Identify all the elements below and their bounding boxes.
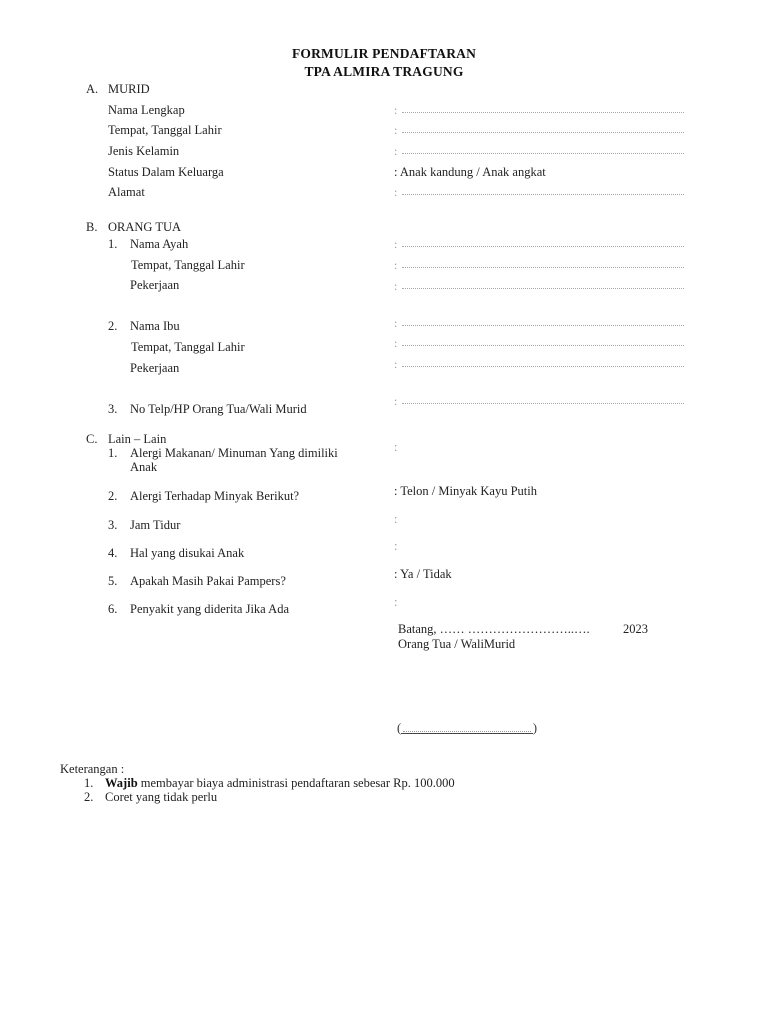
label-alamat: Alamat (108, 185, 145, 199)
note-item-1 (105, 776, 455, 791)
item-number: 2. (108, 489, 118, 503)
note-bold-text: Wajib (105, 776, 138, 790)
form-title: FORMULIR PENDAFTARAN (291, 46, 477, 61)
section-b-heading: ORANG TUA (108, 220, 182, 234)
label-alergi-minyak: Alergi Terhadap Minyak Berikut? (130, 489, 300, 503)
field-nama-ibu[interactable]: : (394, 316, 684, 328)
paren-right: ) (532, 721, 537, 735)
paren-left: ( (397, 721, 402, 735)
field-hal-disukai[interactable]: : (394, 539, 398, 553)
field-ayah-pekerjaan[interactable]: : (394, 279, 684, 291)
field-no-telp[interactable]: : (394, 394, 684, 406)
field-tempat-tanggal-lahir[interactable]: : (394, 123, 684, 135)
item-number: 6. (108, 602, 118, 616)
note-number: 1. (84, 776, 94, 790)
signature-year: 2023 (623, 622, 648, 636)
label-jam-tidur: Jam Tidur (130, 518, 181, 532)
label-nama-lengkap: Nama Lengkap (108, 103, 185, 117)
item-number: 4. (108, 546, 118, 560)
label-alergi-makanan-line1: Alergi Makanan/ Minuman Yang dimiliki (130, 446, 338, 460)
field-ibu-pekerjaan[interactable]: : (394, 357, 684, 369)
label-ibu-tempat-tanggal-lahir: Tempat, Tanggal Lahir (131, 340, 245, 354)
section-a-letter: A. (86, 82, 99, 96)
label-nama-ayah: Nama Ayah (130, 237, 189, 251)
label-ayah-tempat-tanggal-lahir: Tempat, Tanggal Lahir (131, 258, 245, 272)
label-ayah-pekerjaan: Pekerjaan (130, 278, 180, 292)
item-number: 5. (108, 574, 118, 588)
field-ibu-tempat-tanggal-lahir[interactable]: : (394, 336, 684, 348)
signature-role: Orang Tua / WaliMurid (398, 637, 516, 651)
note-item-2: Coret yang tidak perlu (105, 790, 218, 804)
label-penyakit: Penyakit yang diderita Jika Ada (130, 602, 289, 616)
section-c-heading: Lain – Lain (108, 432, 167, 446)
field-status-dalam-keluarga[interactable]: : Anak kandung / Anak angkat (394, 165, 546, 179)
label-hal-disukai: Hal yang disukai Anak (130, 546, 245, 560)
label-alergi-makanan-line2: Anak (130, 460, 158, 474)
section-a-heading: MURID (108, 82, 150, 96)
label-no-telp: No Telp/HP Orang Tua/Wali Murid (130, 402, 307, 416)
section-b-letter: B. (86, 220, 98, 234)
note-number: 2. (84, 790, 94, 804)
signature-name-field[interactable] (397, 721, 537, 735)
label-nama-ibu: Nama Ibu (130, 319, 180, 333)
label-tempat-tanggal-lahir: Tempat, Tanggal Lahir (108, 123, 222, 137)
note-text: membayar biaya administrasi pendaftaran sebesar Rp. 100.000 (137, 776, 455, 790)
field-alergi-minyak[interactable]: : Telon / Minyak Kayu Putih (394, 484, 537, 498)
field-nama-ayah[interactable]: : (394, 237, 684, 249)
item-number: 2. (108, 319, 118, 333)
item-number: 3. (108, 518, 118, 532)
label-jenis-kelamin: Jenis Kelamin (108, 144, 180, 158)
field-alergi-makanan[interactable]: : (394, 440, 398, 454)
signature-place-date[interactable]: Batang, …… ……………………..…. (398, 622, 590, 636)
section-c-letter: C. (86, 432, 98, 446)
field-alamat[interactable]: : (394, 185, 684, 197)
field-jenis-kelamin[interactable]: : (394, 144, 684, 156)
item-number: 1. (108, 237, 118, 251)
field-ayah-tempat-tanggal-lahir[interactable]: : (394, 258, 684, 270)
field-jam-tidur[interactable]: : (394, 512, 398, 526)
signature-underline (401, 733, 533, 734)
signature-dots (403, 731, 531, 732)
field-nama-lengkap[interactable]: : (394, 103, 684, 115)
field-pampers[interactable]: : Ya / Tidak (394, 567, 452, 581)
item-number: 3. (108, 402, 118, 416)
label-ibu-pekerjaan: Pekerjaan (130, 361, 180, 375)
form-subtitle: TPA ALMIRA TRAGUNG (304, 64, 464, 79)
field-penyakit[interactable]: : (394, 595, 398, 609)
notes-heading: Keterangan : (60, 762, 125, 776)
item-number: 1. (108, 446, 118, 460)
label-pampers: Apakah Masih Pakai Pampers? (130, 574, 286, 588)
label-status-dalam-keluarga: Status Dalam Keluarga (108, 165, 224, 179)
